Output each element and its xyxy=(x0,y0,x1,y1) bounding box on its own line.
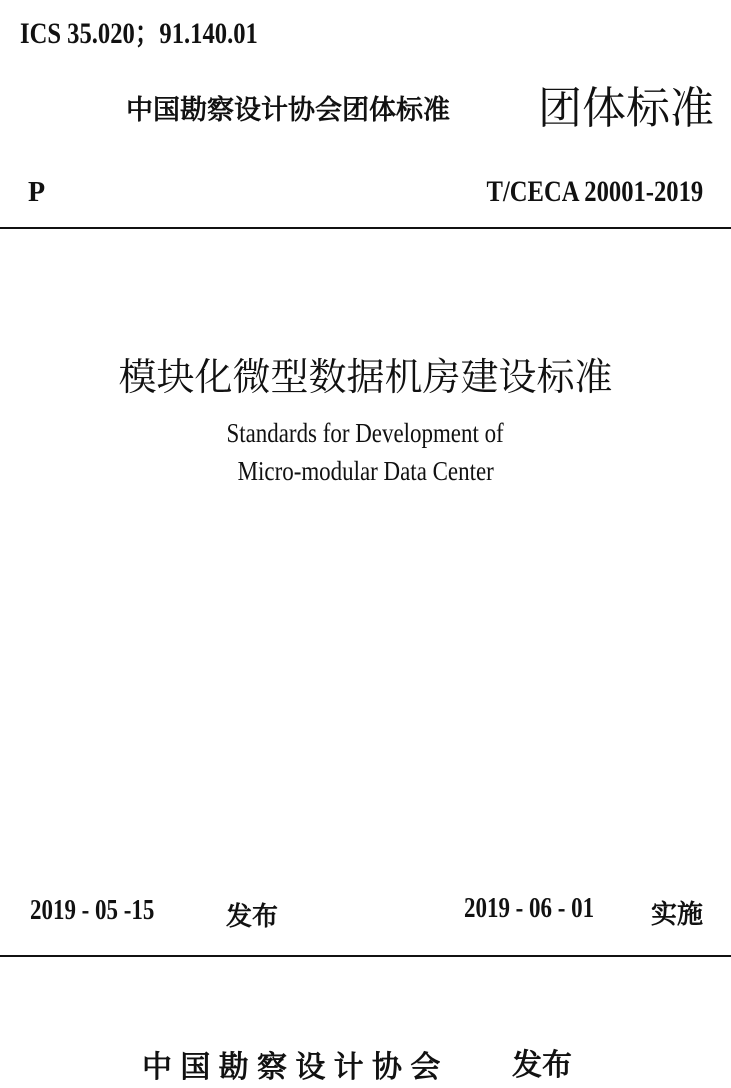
title-english-line1-text: Standards for Development of xyxy=(226,418,505,448)
publisher-name: 中 国 勘 察 设 计 协 会 xyxy=(142,1051,441,1084)
title-chinese: 模块化微型数据机房建设标准 xyxy=(118,357,613,399)
issue-date-text: 2019 - 05 -15 xyxy=(30,895,155,926)
issue-label: 发布 xyxy=(226,901,279,931)
header-divider xyxy=(0,227,731,229)
title-english-line2-text: Micro-modular Data Center xyxy=(237,456,494,486)
issue-date xyxy=(30,895,182,927)
effective-date-text: 2019 - 06 - 01 xyxy=(464,893,595,924)
standard-number xyxy=(439,175,703,209)
publisher-action: 发布 xyxy=(512,1049,572,1082)
standard-number-text: T/CECA 20001-2019 xyxy=(486,175,703,208)
footer-divider xyxy=(0,955,731,957)
effective-label: 实施 xyxy=(651,899,704,929)
org-standard-line: 中国勘察设计协会团体标准 xyxy=(126,95,450,125)
ics-code xyxy=(20,8,310,52)
ics-code-text: ICS 35.020；91.140.01 xyxy=(20,17,258,50)
standard-type: 团体标准 xyxy=(538,84,714,133)
category-code: P xyxy=(28,177,46,208)
effective-date xyxy=(464,893,623,925)
title-english-line2 xyxy=(0,456,731,487)
title-english-line1 xyxy=(0,418,731,449)
